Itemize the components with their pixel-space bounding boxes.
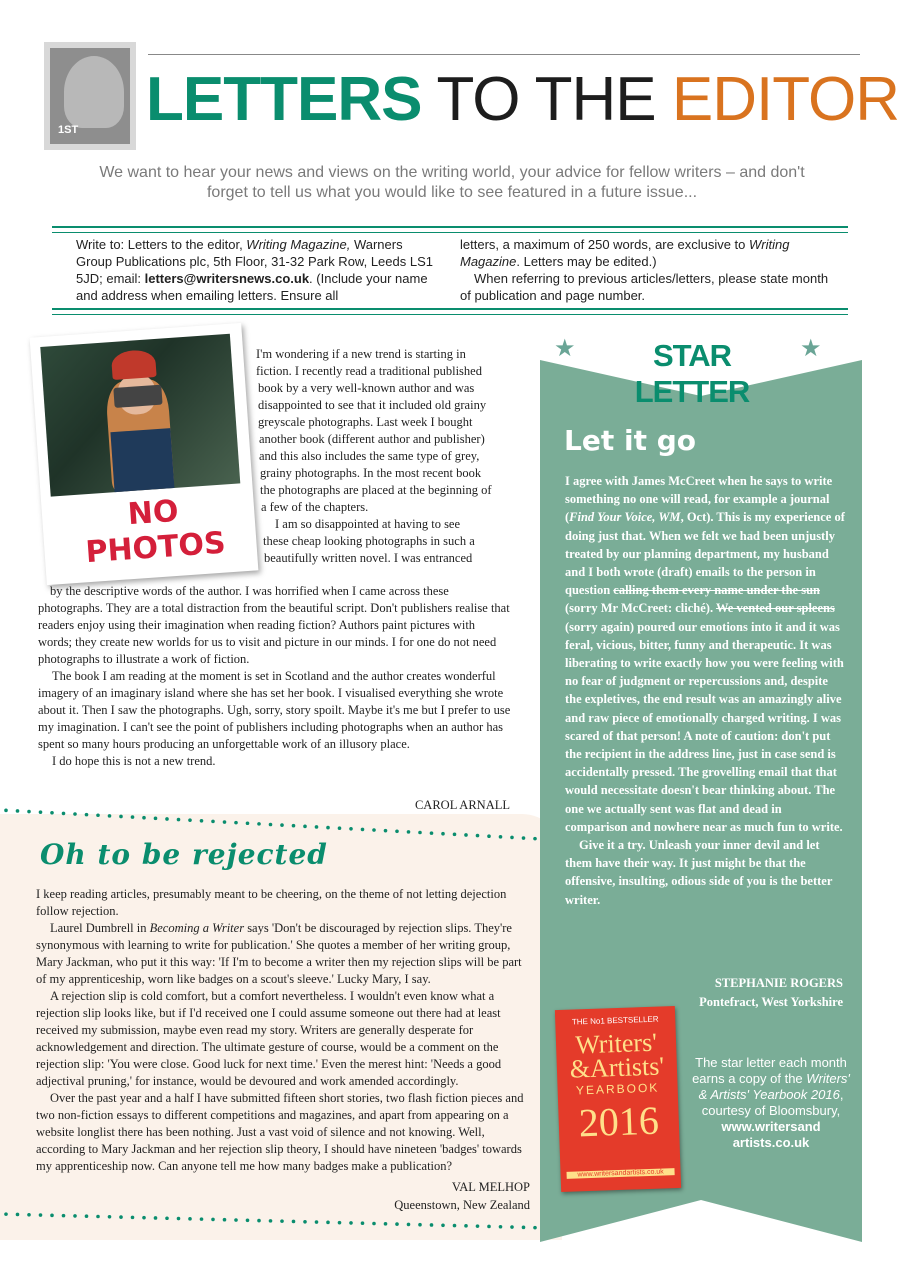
- book-yearbook-label: YEARBOOK: [575, 1080, 660, 1098]
- dot: [487, 834, 491, 838]
- dot: [177, 1217, 181, 1221]
- photo-body: [110, 428, 175, 497]
- dot: [85, 1214, 89, 1218]
- text-line: these cheap looking photographs in such a: [263, 534, 475, 548]
- dot: [96, 813, 100, 817]
- info-rule-top: [52, 226, 848, 233]
- dot: [533, 837, 537, 841]
- dot: [361, 1221, 365, 1225]
- dot: [407, 1223, 411, 1227]
- dot: [154, 817, 158, 821]
- dot: [303, 825, 307, 829]
- dot: [338, 826, 342, 830]
- text-line: book by a very well-known author and was: [258, 381, 475, 395]
- title-editor: EDITOR: [671, 65, 899, 134]
- photo-woman-camera: [40, 334, 240, 497]
- star-icon-left: ★: [554, 336, 576, 362]
- dot: [303, 1220, 307, 1224]
- paragraph: Give it a try. Unleash your inner devil and let them have their way. It just might be that the offensive, insulting, odious side of you is the better writer.: [565, 838, 833, 907]
- stamp-label: 1ST: [58, 124, 79, 136]
- author-name: STEPHANIE ROGERS: [714, 976, 843, 990]
- dot: [154, 1216, 158, 1220]
- info-rule-bottom: [52, 308, 848, 315]
- dot: [453, 833, 457, 837]
- title-letters: LETTERS: [146, 65, 422, 134]
- book-tagline: THE No1 BESTSELLER: [571, 1014, 659, 1027]
- dot: [257, 1219, 261, 1223]
- text-line: I am so disappointed at having to see: [275, 517, 461, 531]
- dot: [131, 1216, 135, 1220]
- dot: [73, 812, 77, 816]
- page-title: [146, 62, 899, 138]
- dot: [499, 1225, 503, 1229]
- paragraph: The book I am reading at the moment is set in Scotland and the author creates wonderful imagery of an imaginary island where she has set her book. I visualised everything she wrote about it. Then I saw the photographs. Ugh, sorry, story spoilt. Maybe it's me but I prefer to use my imagination. I can't see the point of publishers including photographs when an author has spent so many hours producing an unforgettable work of an illusory place.: [38, 669, 511, 751]
- dot: [372, 828, 376, 832]
- author-location: Pontefract, West Yorkshire: [699, 995, 843, 1009]
- dot: [62, 1214, 66, 1218]
- book-title: [556, 1027, 678, 1084]
- paragraph: A rejection slip is cold comfort, but a comfort nevertheless. I wouldn't even know what a rejection slip looks like, but if I'd received one I could assume someone out there had at least received my submission, maybe even read my story. Writers are generally desperate for acknowledgement and direction. The ultimate gesture of course, would be a comment on the rejection slip: 'You were close. Good luck for next time.' Even the merest hint: 'Needs a good adjectival pruning,' for instance, would be devoured and work amended accordingly.: [36, 989, 502, 1088]
- paragraph: I keep reading articles, presumably meant to be cheering, on the theme of not letting dejection follow rejection.: [36, 887, 507, 918]
- star-letter-prize: The star letter each month earns a copy of the Writers' & Artists' Yearbook 2016, courtesy of Bloomsbury, www.writersand artists.co.uk: [692, 1055, 850, 1150]
- dot: [165, 817, 169, 821]
- dot: [280, 1219, 284, 1223]
- dot: [188, 818, 192, 822]
- dot: [39, 810, 43, 814]
- dot: [292, 1220, 296, 1224]
- stamp-image: [44, 42, 136, 150]
- dot: [211, 820, 215, 824]
- dot: [315, 825, 319, 829]
- camera-icon: [113, 385, 162, 408]
- paragraph: by the descriptive words of the author. I was horrified when I came across these photographs. They are a total distraction from the beautiful script. Don't publishers realise that readers enjoy using their imagination when reading fiction? Authors paint pictures with words; they create new worlds for us to visit and picture in our minds. I for one do not need photographs to illustrate a work of fiction.: [38, 584, 510, 666]
- rejected-body: [36, 886, 530, 1175]
- book-title-line: &Artists': [569, 1051, 665, 1084]
- paragraph: Over the past year and a half I have submitted fifteen short stories, two flash fiction pieces and two non-fiction essays to different competitions and magazines, and apart from appearing on a website longlist there has been nothing. Just a vast void of silence and not knowing. Well, according to Mary Jackman and her rejection slip theory, I should have nineteen 'badges' towards my apprenticeship now. Can anyone tell me how many badges make a publication?: [36, 1091, 524, 1173]
- star-letter-body: I agree with James McCreet when he says to write something no one will read, for example a journal (Find Your Voice, WM, Oct). This is my experience of doing just that. When we felt we had been unjustly treated by our planning department, my husband and I both wrote (draft) emails to the person in question calling them every name under the sun (sorry Mr McCreet: cliché). We vented our spleens (sorry again) poured our emotions into it and it was feral, vicious, bitter, funny and therapeutic. It was liberating to write exactly how you were feeling with no fear of judgment or repercussions and, despite the expletives, the end result was an amazingly alive and raw piece of emotionally charged writing. I was scared of that person! A note of caution: don't put the recipient in the address line, just in case send is accidentally pressed. The grovelling email that that would necessitate doesn't bear thinking about. The one we actually sent was flat and dead in comparison and nowhere near as much fun to write. Give it a try. Unleash your inner devil and let them have their way. It just might be that the offensive, insulting, odious side of you is the better writer.: [565, 472, 847, 909]
- no-photos-intro-lines: [256, 346, 512, 567]
- dot: [280, 823, 284, 827]
- queen-head-icon: [64, 56, 124, 128]
- yearbook-cover-image: [555, 1006, 681, 1192]
- dot: [142, 1216, 146, 1220]
- text-line: greyscale photographs. Last week I bought: [258, 415, 473, 429]
- prize-url-link[interactable]: www.writersand artists.co.uk: [721, 1119, 821, 1150]
- dot: [372, 1222, 376, 1226]
- dot: [430, 1223, 434, 1227]
- info-paragraph: When referring to previous articles/letters, please state month of publication and page number.: [460, 271, 829, 303]
- dot: [165, 1216, 169, 1220]
- dot: [16, 809, 20, 813]
- dot: [62, 812, 66, 816]
- dot: [4, 809, 8, 813]
- dot: [269, 1219, 273, 1223]
- struck-text: calling them every name under the sun: [613, 583, 820, 598]
- dot: [269, 823, 273, 827]
- author-location: Queenstown, New Zealand: [394, 1198, 530, 1212]
- dot: [441, 832, 445, 836]
- dot: [430, 831, 434, 835]
- no-photos-photo-card: [30, 323, 259, 585]
- dot: [246, 1219, 250, 1223]
- dot: [119, 1215, 123, 1219]
- dot: [234, 821, 238, 825]
- dot: [211, 1218, 215, 1222]
- dot: [522, 836, 526, 840]
- dot: [223, 820, 227, 824]
- dot: [108, 1215, 112, 1219]
- dot: [27, 1213, 31, 1217]
- dot: [349, 1221, 353, 1225]
- paragraph: Laurel Dumbrell in Becoming a Writer says 'Don't be discouraged by rejection slips. They're synonymous with learning to write for publication.' She quotes a member of her writing group, Mary Jackman, who put it this way: 'If I'm to become a writer then my rejection slips will be part of my apprenticeship, worn like badges on a scout's sleeve.' Lucky Mary, I say.: [36, 921, 522, 986]
- book-year: 2016: [578, 1097, 660, 1146]
- dot: [27, 810, 31, 814]
- dot: [200, 1217, 204, 1221]
- header-rule: [148, 54, 860, 55]
- dot: [50, 811, 54, 815]
- text-line: the photographs are placed at the beginning of: [260, 483, 492, 497]
- dot: [73, 1214, 77, 1218]
- dot: [119, 815, 123, 819]
- dot: [522, 1226, 526, 1230]
- dot: [234, 1218, 238, 1222]
- author-name: CAROL ARNALL: [414, 798, 510, 812]
- book-title-line: Writers': [574, 1027, 658, 1060]
- rejected-headline: Oh to be rejected: [40, 838, 328, 871]
- dot: [487, 1225, 491, 1229]
- dot: [200, 819, 204, 823]
- dot: [96, 1215, 100, 1219]
- dot: [418, 831, 422, 835]
- text-line: I'm wondering if a new trend is starting in: [256, 347, 466, 361]
- dot: [464, 1224, 468, 1228]
- dot: [476, 834, 480, 838]
- dot: [338, 1221, 342, 1225]
- dot: [223, 1218, 227, 1222]
- intro-text: We want to hear your news and views on the writing world, your advice for fellow writers – and don't forget to tell us what you would like to see featured in a future issue...: [99, 164, 805, 201]
- star-letter-headline: Let it go: [564, 424, 696, 457]
- dot: [476, 1224, 480, 1228]
- dotted-border-top: [0, 802, 560, 842]
- rejected-signature: [320, 1178, 530, 1214]
- no-photos-caption: NO PHOTOS: [84, 493, 227, 571]
- author-name: VAL MELHOP: [451, 1180, 530, 1194]
- dot: [246, 821, 250, 825]
- dot: [499, 835, 503, 839]
- no-photos-body: [38, 583, 512, 770]
- text-line: beautifully written novel. I was entranced: [264, 551, 473, 565]
- dot: [384, 829, 388, 833]
- dot: [407, 830, 411, 834]
- dot: [188, 1217, 192, 1221]
- text-line: fiction. I recently read a traditional published: [256, 364, 482, 378]
- info-left-column: Write to: Letters to the editor, Writing Magazine, Warners Group Publications plc, 5th Floor, 31-32 Park Row, Leeds LS1 5JD; email: letters@writersnews.co.uk. (Include your name and address when emailing letters. Ensure all: [76, 237, 433, 303]
- text-line: a few of the chapters.: [261, 500, 369, 514]
- dot: [384, 1222, 388, 1226]
- text-line: disappointed to see that it included old grainy: [258, 398, 487, 412]
- title-to-the: TO THE: [421, 65, 672, 134]
- dot: [131, 815, 135, 819]
- text-line: grainy photographs. In the most recent book: [260, 466, 482, 480]
- dot: [326, 1221, 330, 1225]
- struck-text: We vented our spleens: [715, 601, 835, 616]
- dot: [510, 1225, 514, 1229]
- dot: [85, 813, 89, 817]
- email-link[interactable]: letters@writersnews.co.uk: [144, 271, 310, 286]
- dot: [533, 1226, 537, 1230]
- dot: [464, 833, 468, 837]
- star-icon-right: ★: [800, 336, 822, 362]
- dot: [108, 814, 112, 818]
- dot: [510, 836, 514, 840]
- dot: [142, 816, 146, 820]
- paragraph: I do hope this is not a new trend.: [52, 754, 216, 768]
- dot: [16, 1213, 20, 1217]
- dot: [4, 1212, 8, 1216]
- dot: [257, 822, 261, 826]
- dot: [349, 827, 353, 831]
- star-letter-label: STAR LETTER: [634, 338, 750, 409]
- dot: [395, 829, 399, 833]
- dot: [361, 828, 365, 832]
- book-url: www.writersandartists.co.uk: [567, 1168, 675, 1179]
- dot: [177, 818, 181, 822]
- text-line: another book (different author and publisher): [259, 432, 485, 446]
- dot: [292, 824, 296, 828]
- dot: [39, 1213, 43, 1217]
- dot: [418, 1223, 422, 1227]
- dot: [315, 1220, 319, 1224]
- info-right-column: letters, a maximum of 250 words, are exclusive to Writing Magazine. Letters may be edited.) When referring to previous articles/letters, please state month of publication and page number.: [460, 237, 829, 303]
- text-line: and this also includes the same type of grey,: [259, 449, 480, 463]
- dot: [326, 826, 330, 830]
- dot: [395, 1222, 399, 1226]
- stamp-face: [50, 48, 130, 144]
- dot: [453, 1224, 457, 1228]
- photo-hat: [111, 349, 157, 380]
- dot: [441, 1223, 445, 1227]
- dot: [50, 1214, 54, 1218]
